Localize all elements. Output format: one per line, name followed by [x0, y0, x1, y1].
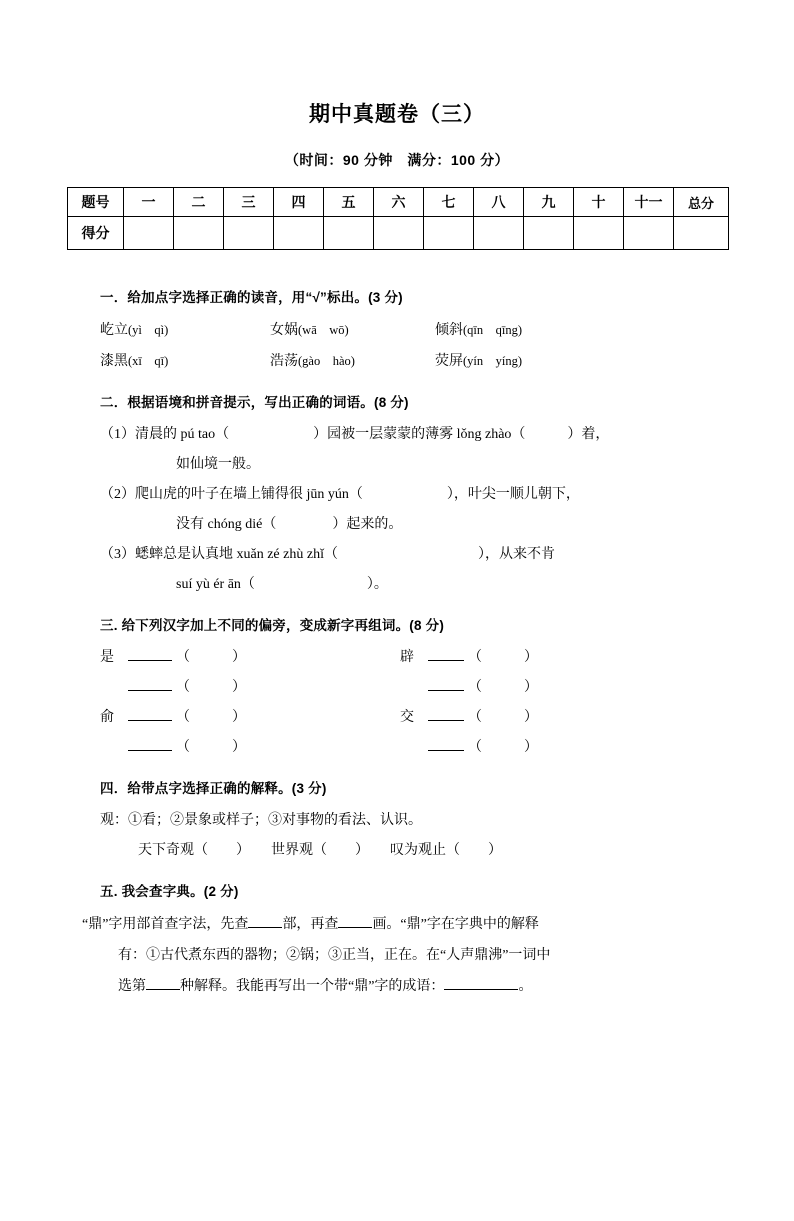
- score-table: [67, 187, 729, 250]
- table-row-header: [68, 188, 729, 217]
- exam-content: [0, 286, 794, 1002]
- radical-row-left-1[interactable]: [100, 643, 400, 673]
- question-2-2-line-1[interactable]: （2）爬山虎的叶子在墙上铺得很 jūn yún（ ），叶尖一顺儿朝下，: [100, 487, 580, 502]
- answer-paren-left-1[interactable]: （ ）: [176, 650, 246, 665]
- dict-text-1c: 画。“鼎”字在字典中的解释: [372, 917, 539, 932]
- question-2-2-line-2[interactable]: 没有 chóng dié（ ）起来的。: [176, 517, 403, 532]
- question-2-3-line-1[interactable]: （3）蟋蟀总是认真地 xuǎn zé zhù zhǐ（ ），从来不肯: [100, 547, 555, 562]
- pronunciation-item-4[interactable]: [100, 346, 270, 377]
- pronunciation-options-4: (xī qī): [128, 354, 169, 368]
- score-table-wrapper: [67, 187, 727, 250]
- answer-blank-left-2[interactable]: [128, 676, 172, 691]
- radical-row-left-2[interactable]: [100, 673, 400, 703]
- column-header-8: 八: [474, 188, 524, 217]
- pronunciation-word-1: 屹立: [100, 323, 128, 338]
- radical-row-right-4[interactable]: [400, 733, 732, 763]
- pronunciation-options-1: (yì qì): [128, 323, 169, 337]
- page-title: 期中真题卷（三）: [309, 103, 485, 126]
- section-5-line-2: [82, 940, 732, 971]
- section-5-body: [82, 909, 732, 1002]
- dict-blank-radical[interactable]: [248, 913, 282, 928]
- radical-row-right-2[interactable]: [400, 673, 732, 703]
- radical-row-right-3[interactable]: [400, 703, 732, 733]
- answer-paren-left-2[interactable]: （ ）: [176, 680, 246, 695]
- dict-text-3b: 种解释。我能再写出一个带“鼎”字的成语：: [180, 979, 445, 994]
- pronunciation-word-4: 漆黑: [100, 354, 128, 369]
- answer-item-4-2[interactable]: 世界观（ ）: [271, 843, 362, 858]
- section-5-line-3: [82, 971, 732, 1002]
- dict-blank-strokes[interactable]: [338, 913, 372, 928]
- answer-paren-right-2[interactable]: （ ）: [468, 680, 538, 695]
- table-row-score: [68, 217, 729, 250]
- row-label-question-number: 题号: [68, 188, 124, 217]
- answer-item-4-1[interactable]: 天下奇观（ ）: [138, 843, 243, 858]
- section-5-heading: 五. 我会查字典。(2 分): [100, 884, 239, 899]
- answer-blank-right-4[interactable]: [428, 736, 464, 751]
- section-1-heading: 一．给加点字选择正确的读音，用“√”标出。(3 分): [100, 290, 403, 305]
- section-4-heading: 四．给带点字选择正确的解释。(3 分): [100, 781, 327, 796]
- score-cell-4[interactable]: [274, 217, 324, 250]
- pronunciation-options-3: (qīn qīng): [463, 323, 523, 337]
- row-label-score: 得分: [68, 217, 124, 250]
- section-4-body: [100, 806, 732, 836]
- answer-blank-left-1[interactable]: [128, 646, 172, 661]
- pronunciation-options-6: (yín yíng): [463, 354, 523, 368]
- section-4-definition: 观：①看；②景象或样子；③对事物的看法、认识。: [100, 813, 422, 828]
- answer-blank-right-1[interactable]: [428, 646, 464, 661]
- dict-blank-meaning[interactable]: [146, 975, 180, 990]
- base-char-right-3: 交: [400, 710, 414, 725]
- score-cell-7[interactable]: [424, 217, 474, 250]
- section-4: [62, 777, 732, 866]
- score-cell-11[interactable]: [624, 217, 674, 250]
- score-cell-8[interactable]: [474, 217, 524, 250]
- dict-text-1a: “鼎”字用部首查字法，先查: [82, 917, 249, 932]
- column-header-11: 十一: [624, 188, 674, 217]
- section-2-heading: 二．根据语境和拼音提示，写出正确的词语。(8 分): [100, 395, 409, 410]
- score-cell-9[interactable]: [524, 217, 574, 250]
- base-char-left-3: 俞: [100, 710, 114, 725]
- dict-text-3c: 。: [518, 979, 533, 994]
- section-2: [62, 391, 732, 600]
- score-cell-2[interactable]: [174, 217, 224, 250]
- answer-paren-right-3[interactable]: （ ）: [468, 710, 538, 725]
- exam-page: [0, 98, 794, 1221]
- section-3-items: [100, 643, 732, 763]
- radical-row-left-3[interactable]: [100, 703, 400, 733]
- pronunciation-item-6[interactable]: [435, 346, 732, 377]
- section-5-line-1: [82, 909, 732, 940]
- answer-paren-left-4[interactable]: （ ）: [176, 740, 246, 755]
- pronunciation-word-6: 荧屏: [435, 354, 463, 369]
- section-4-answers: [138, 836, 732, 866]
- pronunciation-item-5[interactable]: [270, 346, 435, 377]
- column-header-3: 三: [224, 188, 274, 217]
- base-char-left-1: 是: [100, 650, 114, 665]
- answer-paren-left-3[interactable]: （ ）: [176, 710, 246, 725]
- dict-text-3a: 选第: [118, 979, 146, 994]
- column-header-1: 一: [124, 188, 174, 217]
- answer-item-4-3[interactable]: 叹为观止（ ）: [390, 843, 502, 858]
- score-cell-10[interactable]: [574, 217, 624, 250]
- section-5: [62, 880, 732, 1002]
- pronunciation-item-1[interactable]: [100, 315, 270, 346]
- answer-paren-right-1[interactable]: （ ）: [468, 650, 538, 665]
- pronunciation-item-3[interactable]: [435, 315, 732, 346]
- column-header-10: 十: [574, 188, 624, 217]
- answer-blank-left-4[interactable]: [128, 736, 172, 751]
- score-cell-total[interactable]: [674, 217, 729, 250]
- section-3: [62, 614, 732, 763]
- pronunciation-item-2[interactable]: [270, 315, 435, 346]
- score-cell-6[interactable]: [374, 217, 424, 250]
- pronunciation-word-5: 浩荡: [270, 354, 298, 369]
- page-subtitle: （时间：90 分钟 满分：100 分）: [284, 152, 510, 168]
- section-1: [62, 286, 732, 377]
- question-2-1-line-2[interactable]: 如仙境一般。: [176, 457, 260, 472]
- pronunciation-word-3: 倾斜: [435, 323, 463, 338]
- question-2-3-line-2[interactable]: suí yù ér ān（ ）。: [176, 577, 388, 592]
- pronunciation-options-2: (wā wō): [298, 323, 349, 337]
- radical-row-left-4[interactable]: [100, 733, 400, 763]
- score-cell-5[interactable]: [324, 217, 374, 250]
- section-1-items: [100, 315, 732, 377]
- column-header-5: 五: [324, 188, 374, 217]
- score-cell-3[interactable]: [224, 217, 274, 250]
- column-header-9: 九: [524, 188, 574, 217]
- column-header-4: 四: [274, 188, 324, 217]
- dict-text-2a: 有：①古代煮东西的器物；②锅；③正当，正在。在“人声鼎沸”一词中: [118, 948, 551, 963]
- radical-row-right-1[interactable]: [400, 643, 732, 673]
- column-header-2: 二: [174, 188, 224, 217]
- section-3-heading: 三. 给下列汉字加上不同的偏旁，变成新字再组词。(8 分): [100, 618, 445, 633]
- dict-blank-idiom[interactable]: [444, 975, 518, 990]
- column-header-6: 六: [374, 188, 424, 217]
- section-2-body: [100, 420, 732, 600]
- base-char-right-1: 辟: [400, 650, 414, 665]
- answer-blank-right-2[interactable]: [428, 676, 464, 691]
- dict-text-1b: 部，再查: [282, 917, 339, 932]
- column-header-7: 七: [424, 188, 474, 217]
- column-header-total: 总分: [674, 188, 729, 217]
- answer-paren-right-4[interactable]: （ ）: [468, 740, 538, 755]
- answer-blank-left-3[interactable]: [128, 706, 172, 721]
- pronunciation-options-5: (gào hào): [298, 354, 355, 368]
- pronunciation-word-2: 女娲: [270, 323, 298, 338]
- answer-blank-right-3[interactable]: [428, 706, 464, 721]
- score-cell-1[interactable]: [124, 217, 174, 250]
- question-2-1-line-1[interactable]: （1）清晨的 pú tao（ ）园被一层蒙蒙的薄雾 lǒng zhào（ ）着，: [100, 427, 610, 442]
